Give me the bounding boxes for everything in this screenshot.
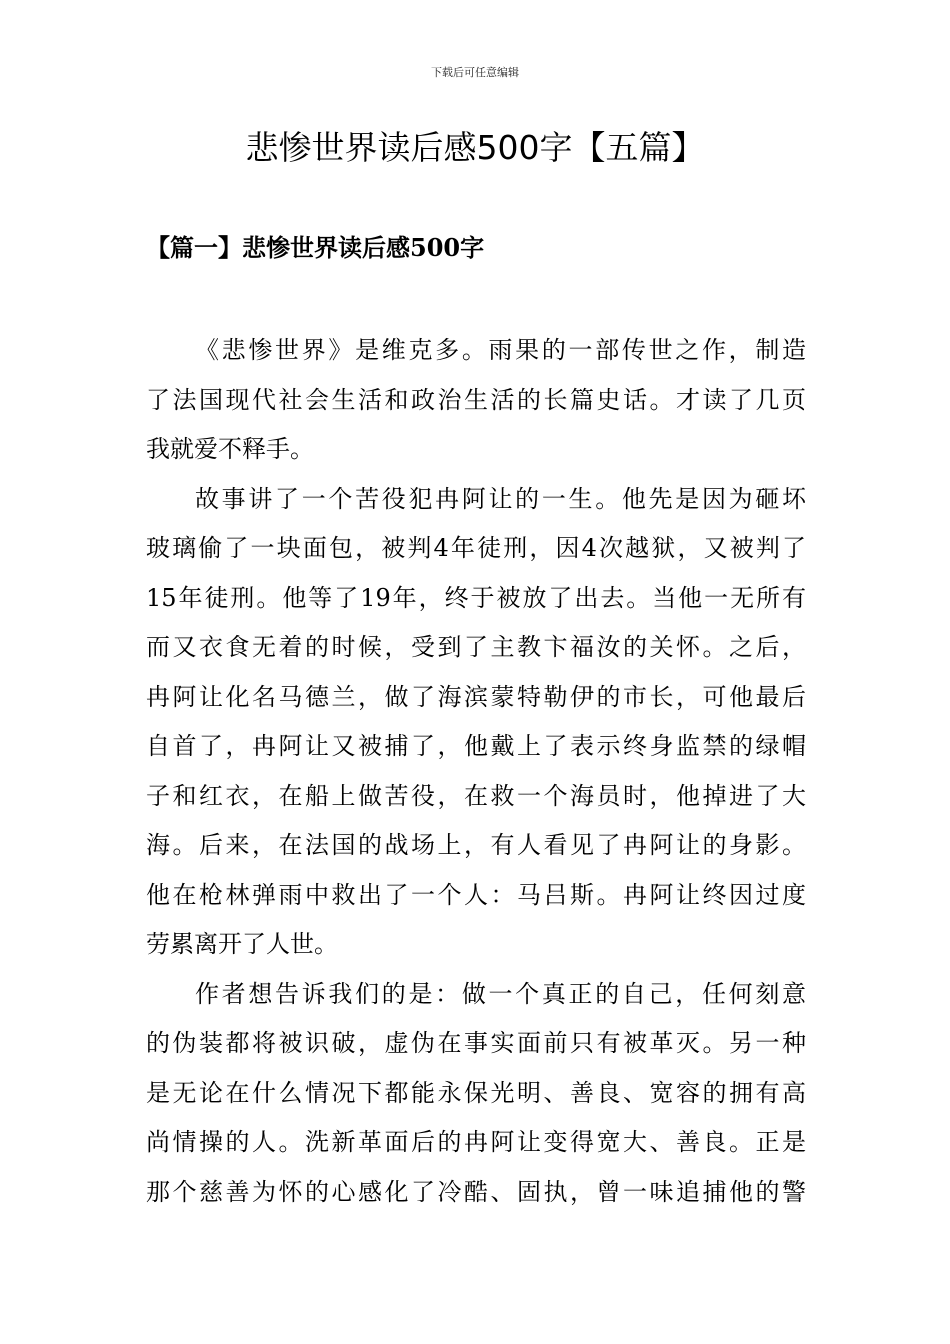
- paragraph-line: 自首了，冉阿让又被捕了，他戴上了表示终身监禁的绿帽: [146, 732, 806, 760]
- section-heading: 【篇一】悲惨世界读后感500字: [146, 233, 485, 262]
- paragraph-line: 子和红衣，在船上做苦役，在救一个海员时，他掉进了大: [146, 782, 806, 810]
- document-title: 悲惨世界读后感500字【五篇】: [245, 128, 705, 167]
- paragraph-line: 冉阿让化名马德兰，做了海滨蒙特勒伊的市长，可他最后: [146, 683, 806, 711]
- paragraph-line: 的伪装都将被识破，虚伪在事实面前只有被革灭。另一种: [146, 1029, 806, 1057]
- paragraph-line: 了法国现代社会生活和政治生活的长篇史话。才读了几页: [146, 386, 806, 414]
- header-note: 下载后可任意编辑: [431, 66, 519, 79]
- paragraph-line: 玻璃偷了一块面包，被判4年徒刑，因4次越狱，又被判了: [146, 534, 806, 562]
- paragraph-line: 故事讲了一个苦役犯冉阿让的一生。他先是因为砸坏: [195, 485, 806, 513]
- paragraph-line: 是无论在什么情况下都能永保光明、善良、宽容的拥有高: [146, 1079, 806, 1107]
- paragraph-line: 15年徒刑。他等了19年，终于被放了出去。当他一无所有: [146, 584, 806, 612]
- paragraph-line: 我就爱不释手。: [146, 435, 314, 463]
- paragraph-line: 海。后来，在法国的战场上，有人看见了冉阿让的身影。: [146, 831, 806, 859]
- paragraph-line: 而又衣食无着的时候，受到了主教卞福汝的关怀。之后，: [146, 633, 806, 661]
- paragraph-line: 尚情操的人。洗新革面后的冉阿让变得宽大、善良。正是: [146, 1128, 806, 1156]
- paragraph-line: 《悲惨世界》是维克多。雨果的一部传世之作，制造: [195, 336, 806, 364]
- paragraph-line: 他在枪林弹雨中救出了一个人：马吕斯。冉阿让终因过度: [146, 881, 806, 909]
- paragraph-line: 作者想告诉我们的是：做一个真正的自己，任何刻意: [195, 980, 806, 1008]
- paragraph-line: 劳累离开了人世。: [146, 930, 338, 958]
- paragraph-line: 那个慈善为怀的心感化了冷酷、固执，曾一味追捕他的警: [146, 1178, 806, 1206]
